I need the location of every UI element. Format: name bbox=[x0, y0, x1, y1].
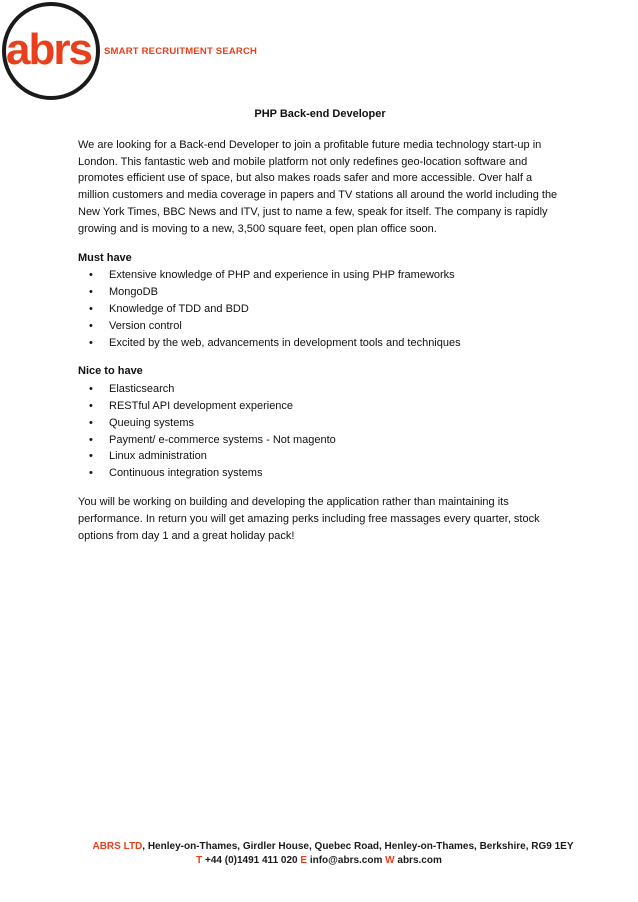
intro-paragraph: We are looking for a Back-end Developer to join a profitable future media technology start-up in London. This fantastic web and mobile platform not only redefines geo-location software and promotes efficient use of space, but also makes roads safer and more accessible. Over half a million customers and media coverage in papers and TV stations all around the world including the New York Times, BBC News and ITV, just to name a few, speak for itself. The company is rapidly growing and is moving to a new, 3,500 square feet, open plan office soon. bbox=[78, 138, 558, 235]
list-item: • Linux administration bbox=[78, 448, 562, 465]
footer-company: ABRS LTD bbox=[92, 841, 143, 852]
footer-email: info@abrs.com bbox=[307, 855, 386, 866]
nice-to-have-heading: Nice to have bbox=[78, 365, 143, 378]
email-label: E bbox=[300, 855, 308, 866]
footer-contact-line bbox=[0, 854, 638, 868]
list-item: • Knowledge of TDD and BDD bbox=[78, 301, 562, 318]
must-have-heading: Must have bbox=[78, 251, 132, 264]
list-item: • MongoDB bbox=[78, 284, 562, 301]
bullet-icon: • bbox=[89, 286, 93, 299]
nice-to-have-list bbox=[78, 381, 562, 482]
footer bbox=[0, 840, 638, 868]
bullet-icon: • bbox=[89, 416, 93, 429]
footer-phone: +44 (0)1491 411 020 bbox=[202, 855, 301, 866]
bullet-icon: • bbox=[89, 336, 93, 349]
list-item: • RESTful API development experience bbox=[78, 398, 562, 415]
list-item: • Excited by the web, advancements in development tools and techniques bbox=[78, 335, 562, 352]
logo-tagline: SMART RECRUITMENT SEARCH bbox=[104, 46, 258, 57]
document-body bbox=[78, 106, 562, 544]
abrs-logo bbox=[2, 2, 100, 100]
bullet-icon: • bbox=[89, 467, 93, 480]
list-item: • Queuing systems bbox=[78, 415, 562, 432]
bullet-icon: • bbox=[89, 269, 93, 282]
footer-address: , Henley-on-Thames, Girdler House, Quebec Road, Henley-on-Thames, Berkshire, RG9 1EY bbox=[142, 841, 574, 852]
bullet-icon: • bbox=[89, 433, 93, 446]
footer-address-line bbox=[14, 840, 638, 854]
bullet-icon: • bbox=[89, 399, 93, 412]
list-item: • Payment/ e-commerce systems - Not magento bbox=[78, 432, 562, 449]
list-item: • Extensive knowledge of PHP and experience in using PHP frameworks bbox=[78, 267, 562, 284]
must-have-list bbox=[78, 267, 562, 351]
logo-wordmark: abrs bbox=[6, 25, 91, 74]
phone-label: T bbox=[196, 855, 203, 866]
job-title: PHP Back-end Developer bbox=[254, 108, 386, 120]
list-item: • Version control bbox=[78, 318, 562, 335]
list-item: • Continuous integration systems bbox=[78, 465, 562, 482]
bullet-icon: • bbox=[89, 302, 93, 315]
bullet-icon: • bbox=[89, 450, 93, 463]
list-item: • Elasticsearch bbox=[78, 381, 562, 398]
footer-web: abrs.com bbox=[394, 855, 442, 866]
bullet-icon: • bbox=[89, 319, 93, 332]
bullet-icon: • bbox=[89, 383, 93, 396]
closing-paragraph: You will be working on building and developing the application rather than maintaining its performance. In return you will get amazing perks including free massages every quarter, stock options from day 1 and a great holiday pack! bbox=[78, 495, 540, 542]
web-label: W bbox=[385, 855, 395, 866]
